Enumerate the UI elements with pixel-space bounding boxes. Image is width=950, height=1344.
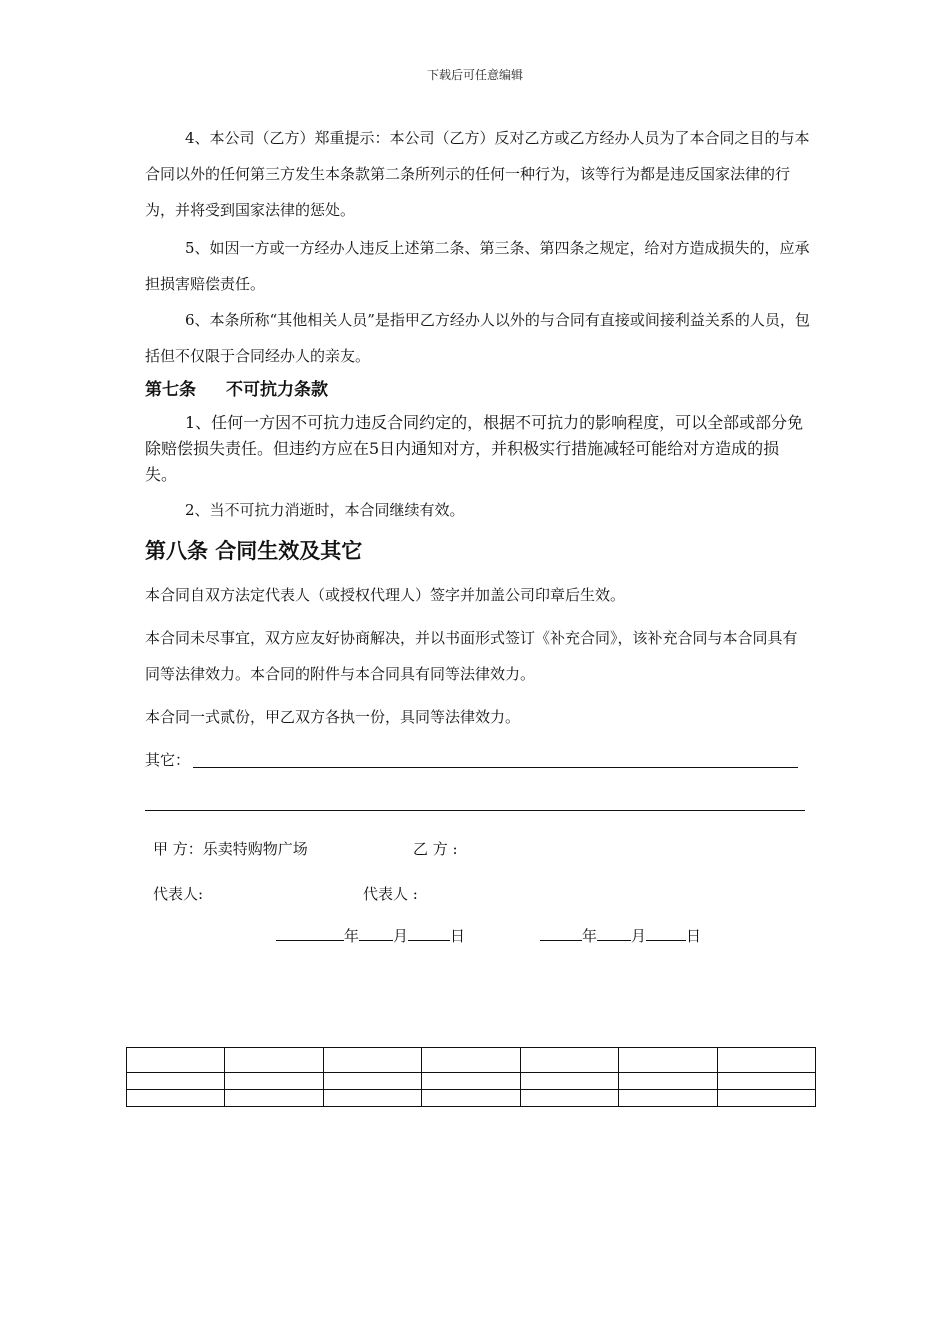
date-b-month-blank[interactable] bbox=[597, 925, 631, 941]
article-8-paragraph-3: 本合同一式贰份，甲乙双方各执一份，具同等法律效力。 bbox=[145, 708, 521, 726]
date-b-year-label: 年 bbox=[582, 927, 598, 945]
date-b-day-blank[interactable] bbox=[646, 925, 686, 941]
table-cell bbox=[225, 1090, 323, 1107]
date-a-month-label: 月 bbox=[393, 927, 409, 945]
other-blank-line-2[interactable] bbox=[145, 810, 805, 811]
date-a-day-blank[interactable] bbox=[408, 925, 450, 941]
article-8-paragraph-2: 本合同未尽事宜，双方应友好协商解决，并以书面形式签订《补充合同》，该补充合同与本合同具有同等法律效力。本合同的附件与本合同具有同等法律效力。 bbox=[145, 629, 798, 683]
article-7-paragraph-2: 2、当不可抗力消逝时，本合同继续有效。 bbox=[185, 501, 465, 519]
date-b-month-label: 月 bbox=[631, 927, 647, 945]
date-a-year-blank[interactable] bbox=[276, 925, 344, 941]
table-cell bbox=[323, 1090, 421, 1107]
table-cell bbox=[127, 1048, 225, 1073]
table-cell bbox=[422, 1048, 520, 1073]
table-cell bbox=[619, 1090, 717, 1107]
party-a-label: 甲 方：乐卖特购物广场 bbox=[153, 840, 308, 858]
table-cell bbox=[127, 1073, 225, 1090]
table-cell bbox=[619, 1048, 717, 1073]
table-cell bbox=[422, 1090, 520, 1107]
table-cell bbox=[717, 1073, 815, 1090]
table-cell bbox=[520, 1090, 618, 1107]
article-7-paragraph-1: 1、任何一方因不可抗力违反合同约定的，根据不可抗力的影响程度，可以全部或部分免除赔偿损失责任。但违约方应在5日内通知对方，并积极实行措施减轻可能给对方造成的损失。 bbox=[145, 413, 804, 484]
other-label: 其它： bbox=[145, 751, 191, 769]
date-b-year-blank[interactable] bbox=[540, 925, 582, 941]
date-a-month-blank[interactable] bbox=[359, 925, 393, 941]
date-b-day-label: 日 bbox=[686, 927, 702, 945]
table-row bbox=[127, 1048, 816, 1073]
date-a bbox=[276, 925, 465, 946]
table-cell bbox=[127, 1090, 225, 1107]
table-cell bbox=[225, 1048, 323, 1073]
representative-b-label: 代表人 : bbox=[363, 885, 418, 903]
date-a-year-label: 年 bbox=[344, 927, 360, 945]
table-row bbox=[127, 1073, 816, 1090]
article-8-heading: 第八条 合同生效及其它 bbox=[145, 539, 363, 563]
article-7-title: 不可抗力条款 bbox=[226, 380, 328, 400]
representative-a-label: 代表人: bbox=[153, 885, 204, 903]
table-cell bbox=[225, 1073, 323, 1090]
page-header-note: 下载后可任意编辑 bbox=[426, 68, 523, 82]
clause-5: 5、如因一方或一方经办人违反上述第二条、第三条、第四条之规定，给对方造成损失的，应承担损害赔偿责任。 bbox=[145, 239, 810, 293]
other-blank-line-1[interactable] bbox=[193, 767, 798, 768]
table-cell bbox=[520, 1048, 618, 1073]
date-b bbox=[540, 925, 701, 946]
table-cell bbox=[619, 1073, 717, 1090]
clause-4: 4、本公司（乙方）郑重提示：本公司（乙方）反对乙方或乙方经办人员为了本合同之目的与本合同以外的任何第三方发生本条款第二条所列示的任何一种行为，该等行为都是违反国家法律的行为，并将受到国家法律的惩处。 bbox=[145, 129, 810, 219]
article-8-paragraph-1: 本合同自双方法定代表人（或授权代理人）签字并加盖公司印章后生效。 bbox=[145, 586, 626, 604]
date-a-day-label: 日 bbox=[450, 927, 466, 945]
footer-table bbox=[126, 1047, 816, 1107]
table-cell bbox=[717, 1090, 815, 1107]
table-cell bbox=[717, 1048, 815, 1073]
table-cell bbox=[422, 1073, 520, 1090]
article-7-number: 第七条 bbox=[145, 380, 196, 400]
table-cell bbox=[323, 1048, 421, 1073]
party-b-label: 乙 方 : bbox=[413, 840, 458, 858]
table-row bbox=[127, 1090, 816, 1107]
clause-6: 6、本条所称“其他相关人员”是指甲乙方经办人以外的与合同有直接或间接利益关系的人员，包括但不仅限于合同经办人的亲友。 bbox=[145, 311, 810, 365]
table-cell bbox=[323, 1073, 421, 1090]
table-cell bbox=[520, 1073, 618, 1090]
article-7-heading bbox=[145, 375, 328, 400]
